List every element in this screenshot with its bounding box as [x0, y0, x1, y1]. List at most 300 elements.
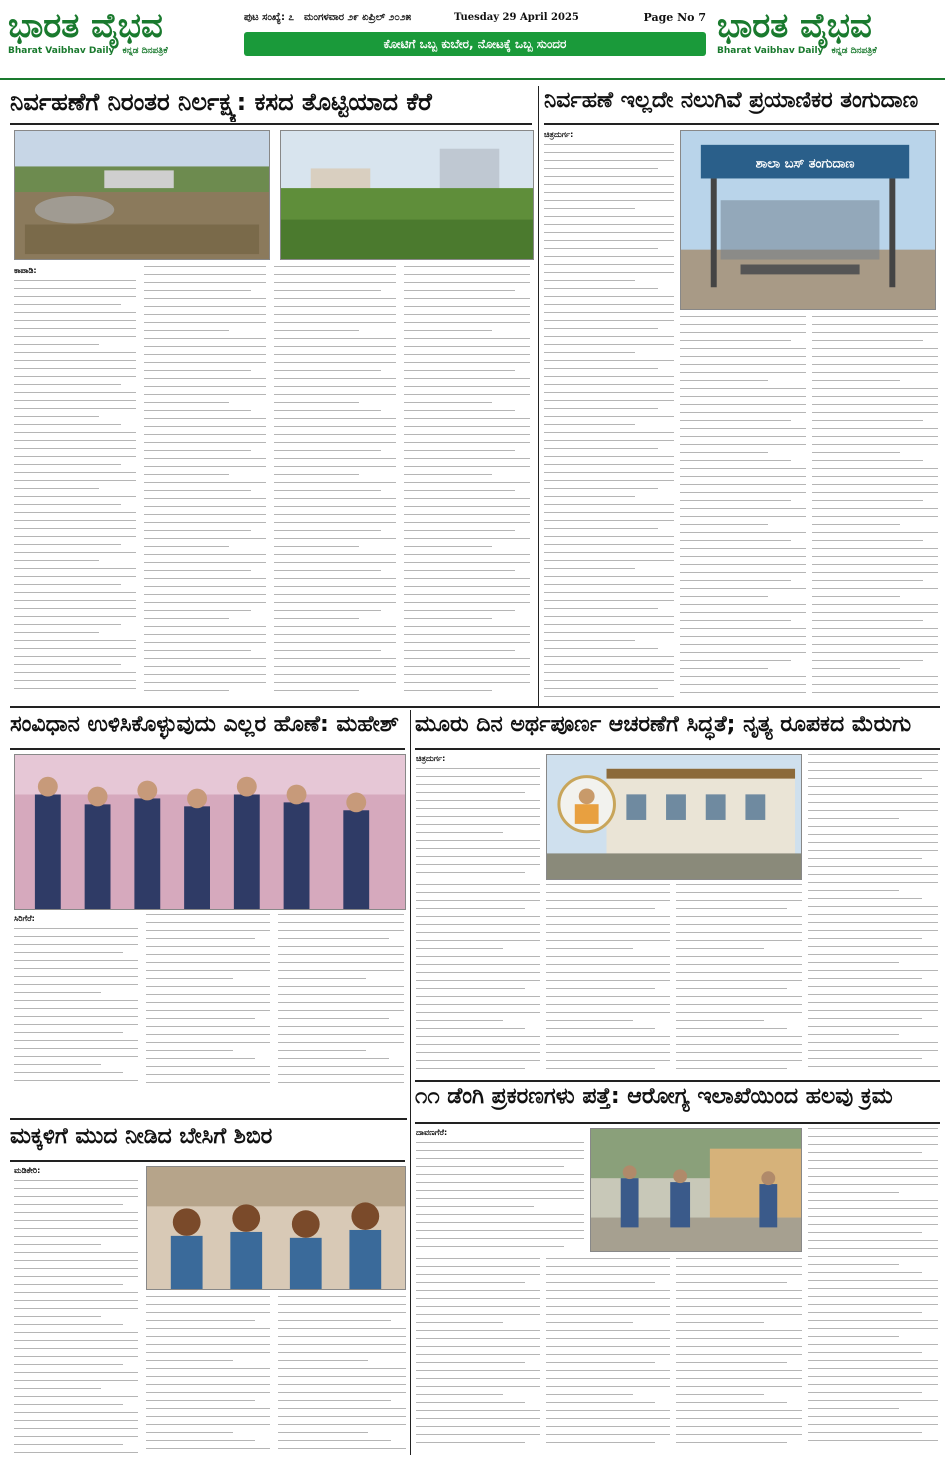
article-celebration-col5 — [676, 884, 802, 1080]
text-line — [14, 1040, 138, 1041]
text-line — [416, 832, 503, 833]
text-line — [812, 532, 938, 533]
text-line — [416, 1354, 540, 1355]
text-line — [680, 660, 791, 661]
headline-summer-camp: ಮಕ್ಕಳಿಗೆ ಮುದ ನೀಡಿದ ಬೇಸಿಗೆ ಶಿಬಿರ — [10, 1124, 273, 1149]
text-line — [544, 240, 674, 241]
text-line — [544, 464, 674, 465]
text-line — [546, 988, 655, 989]
section-rule — [544, 123, 939, 125]
text-line — [274, 386, 396, 387]
text-line — [146, 1042, 270, 1043]
text-line — [146, 1082, 270, 1083]
text-line — [14, 1080, 138, 1081]
text-line — [808, 1240, 938, 1241]
text-line — [808, 986, 938, 987]
text-line — [404, 650, 515, 651]
text-line — [14, 552, 136, 553]
text-line — [14, 928, 138, 929]
text-line — [146, 1376, 270, 1377]
text-line — [416, 964, 540, 965]
text-line — [812, 572, 938, 573]
text-line — [812, 452, 900, 453]
text-line — [14, 1268, 138, 1269]
text-line — [808, 1424, 938, 1425]
text-line — [14, 1064, 101, 1065]
headline-lake-neglect: ನಿರ್ವಹಣೆಗೆ ನಿರಂತರ ನಿರ್ಲಕ್ಷ್ಯ: ಕಸದ ತೊಟ್ಟಿಯಾದ ಕೆರೆ — [10, 88, 432, 116]
text-line — [274, 394, 396, 395]
text-line — [544, 200, 674, 201]
text-line — [14, 1404, 123, 1405]
text-line — [274, 674, 396, 675]
text-line — [278, 1424, 406, 1425]
text-line — [676, 980, 802, 981]
text-line — [808, 778, 922, 779]
text-line — [546, 1282, 655, 1283]
text-line — [404, 378, 530, 379]
text-line — [680, 644, 806, 645]
text-line — [544, 176, 674, 177]
text-line — [808, 1018, 922, 1019]
text-line — [146, 1034, 270, 1035]
text-line — [278, 1304, 406, 1305]
text-line — [278, 1416, 406, 1417]
text-line — [274, 522, 396, 523]
text-line — [404, 362, 530, 363]
text-line — [144, 546, 229, 547]
text-line — [404, 674, 530, 675]
text-line — [404, 602, 530, 603]
text-line — [416, 1206, 534, 1207]
text-line — [680, 364, 806, 365]
text-line — [14, 1032, 123, 1033]
text-line — [676, 1362, 787, 1363]
text-line — [278, 1002, 404, 1003]
text-line — [676, 916, 802, 917]
text-line — [278, 1042, 404, 1043]
text-line — [676, 948, 764, 949]
newspaper-logo-left — [8, 6, 228, 72]
text-line — [404, 610, 515, 611]
text-line — [146, 1440, 255, 1441]
text-line — [14, 528, 136, 529]
text-line — [416, 800, 540, 801]
text-line — [544, 160, 674, 161]
text-line — [146, 1400, 255, 1401]
text-line — [544, 632, 674, 633]
text-line — [416, 1362, 525, 1363]
text-line — [274, 642, 396, 643]
text-line — [544, 208, 635, 209]
headline-dengue: ೧೧ ಡೆಂಗಿ ಪ್ರಕರಣಗಳು ಪತ್ತೆ: ಆರೋಗ್ಯ ಇಲಾಖೆಯಿಂದ ಹಲವು ಕ್ರಮ — [415, 1084, 893, 1109]
text-line — [808, 1296, 938, 1297]
text-line — [278, 986, 404, 987]
text-line — [144, 602, 266, 603]
text-line — [14, 1412, 138, 1413]
text-line — [544, 344, 674, 345]
text-line — [278, 930, 404, 931]
text-line — [416, 1214, 584, 1215]
text-line — [676, 1258, 802, 1259]
text-line — [14, 488, 99, 489]
text-line — [808, 762, 938, 763]
text-line — [404, 546, 492, 547]
text-line — [416, 864, 540, 865]
text-line — [416, 1442, 525, 1443]
text-line — [144, 594, 266, 595]
text-line — [416, 1044, 540, 1045]
text-line — [14, 632, 99, 633]
text-line — [146, 1408, 270, 1409]
section-rule — [10, 123, 532, 125]
text-line — [544, 224, 674, 225]
text-line — [416, 948, 503, 949]
text-line — [544, 480, 674, 481]
text-line — [676, 1330, 802, 1331]
text-line — [404, 554, 530, 555]
text-line — [544, 376, 674, 377]
text-line — [144, 426, 266, 427]
text-line — [680, 588, 806, 589]
text-line — [680, 668, 768, 669]
text-line — [808, 1352, 922, 1353]
text-line — [680, 476, 806, 477]
text-line — [144, 650, 251, 651]
text-line — [274, 666, 396, 667]
text-line — [544, 488, 658, 489]
article-camp-col3 — [278, 1296, 406, 1456]
text-line — [14, 1024, 138, 1025]
text-line — [278, 994, 404, 995]
text-line — [144, 410, 251, 411]
text-line — [676, 1274, 802, 1275]
text-line — [808, 1360, 938, 1361]
text-line — [808, 1208, 938, 1209]
text-line — [808, 858, 922, 859]
text-line — [544, 168, 658, 169]
text-line — [416, 1266, 540, 1267]
text-line — [680, 452, 768, 453]
text-line — [812, 420, 923, 421]
text-line — [14, 984, 138, 985]
text-line — [14, 592, 136, 593]
text-line — [404, 498, 530, 499]
text-line — [680, 420, 791, 421]
text-line — [278, 1368, 406, 1369]
text-line — [144, 690, 229, 691]
text-line — [14, 568, 136, 569]
text-line — [544, 688, 658, 689]
text-line — [546, 1036, 670, 1037]
article-lake-col1 — [14, 266, 136, 704]
text-line — [680, 396, 806, 397]
article-lake-col4 — [404, 266, 530, 704]
text-line — [404, 354, 530, 355]
text-line — [404, 426, 530, 427]
text-line — [808, 1432, 922, 1433]
text-line — [404, 274, 530, 275]
text-line — [144, 530, 251, 531]
text-line — [808, 1152, 922, 1153]
newspaper-logo-right — [717, 6, 937, 72]
text-line — [812, 388, 938, 389]
text-line — [416, 1386, 540, 1387]
text-line — [544, 368, 658, 369]
text-line — [808, 1304, 938, 1305]
text-line — [404, 634, 530, 635]
text-line — [808, 1320, 938, 1321]
text-line — [14, 1244, 101, 1245]
text-line — [544, 496, 635, 497]
text-line — [676, 1068, 787, 1069]
text-line — [404, 394, 530, 395]
text-line — [676, 1386, 802, 1387]
text-line — [404, 402, 492, 403]
text-line — [812, 556, 938, 557]
text-line — [14, 1348, 138, 1349]
text-line — [144, 538, 266, 539]
text-line — [274, 594, 396, 595]
text-line — [808, 1368, 938, 1369]
text-line — [144, 490, 251, 491]
text-line — [808, 922, 938, 923]
text-line — [812, 340, 923, 341]
text-line — [808, 786, 938, 787]
text-line — [14, 520, 136, 521]
text-line — [812, 396, 938, 397]
text-line — [416, 1182, 584, 1183]
text-line — [14, 648, 136, 649]
text-line — [278, 922, 404, 923]
text-line — [416, 916, 540, 917]
column-divider — [538, 86, 539, 706]
text-line — [676, 1028, 787, 1029]
text-line — [144, 378, 266, 379]
text-line — [274, 266, 396, 267]
text-line — [144, 466, 266, 467]
text-line — [808, 1042, 938, 1043]
article-bus-col3 — [812, 316, 938, 700]
text-line — [278, 1018, 389, 1019]
text-line — [14, 1252, 138, 1253]
section-rule — [415, 748, 940, 750]
text-line — [278, 1384, 406, 1385]
text-line — [544, 592, 674, 593]
text-line — [546, 1004, 670, 1005]
article-lake-col3 — [274, 266, 396, 704]
text-line — [146, 1074, 270, 1075]
text-line — [144, 674, 266, 675]
text-line — [680, 372, 806, 373]
text-line — [274, 330, 359, 331]
text-line — [808, 970, 938, 971]
text-line — [274, 450, 381, 451]
text-line — [146, 954, 270, 955]
text-line — [404, 642, 530, 643]
text-line — [14, 640, 136, 641]
text-line — [14, 464, 121, 465]
text-line — [274, 650, 381, 651]
shelter-sign-text: ಶಾಲಾ ಬಸ್ ತಂಗುದಾಣ — [755, 156, 855, 172]
text-line — [404, 570, 515, 571]
text-line — [14, 472, 136, 473]
text-line — [144, 322, 266, 323]
text-line — [404, 314, 530, 315]
text-line — [144, 658, 266, 659]
text-line — [812, 364, 938, 365]
text-line — [546, 1274, 670, 1275]
text-line — [546, 1442, 655, 1443]
article-constitution-col1 — [14, 914, 138, 1086]
text-line — [808, 938, 922, 939]
text-line — [14, 1056, 138, 1057]
text-line — [274, 418, 396, 419]
text-line — [404, 458, 530, 459]
text-line — [144, 386, 266, 387]
text-line — [546, 1068, 655, 1069]
text-line — [416, 1346, 540, 1347]
text-line — [274, 378, 396, 379]
text-line — [278, 1320, 391, 1321]
text-line — [278, 1328, 406, 1329]
text-line — [544, 696, 674, 697]
text-line — [404, 266, 530, 267]
text-line — [14, 1452, 138, 1453]
text-line — [144, 554, 266, 555]
text-line — [676, 956, 802, 957]
text-line — [812, 436, 938, 437]
text-line — [544, 392, 674, 393]
text-line — [544, 512, 674, 513]
text-line — [14, 360, 136, 361]
text-line — [274, 442, 396, 443]
text-line — [14, 600, 136, 601]
text-line — [676, 1306, 802, 1307]
text-line — [404, 306, 530, 307]
text-line — [544, 472, 674, 473]
text-line — [544, 296, 674, 297]
text-line — [808, 1440, 938, 1441]
text-line — [144, 362, 266, 363]
text-line — [680, 596, 768, 597]
text-line — [14, 1340, 138, 1341]
text-line — [278, 1066, 404, 1067]
text-line — [812, 332, 938, 333]
text-line — [278, 1312, 406, 1313]
text-line — [146, 1010, 270, 1011]
text-line — [274, 370, 381, 371]
text-line — [146, 1050, 233, 1051]
text-line — [676, 1012, 802, 1013]
text-line — [144, 626, 266, 627]
text-line — [808, 1066, 938, 1067]
text-line — [404, 626, 530, 627]
text-line — [676, 988, 787, 989]
text-line — [146, 1066, 270, 1067]
text-line — [278, 1352, 406, 1353]
text-line — [404, 530, 515, 531]
text-line — [544, 360, 674, 361]
text-line — [14, 336, 136, 337]
text-line — [416, 1298, 540, 1299]
text-line — [14, 504, 121, 505]
text-line — [146, 1368, 270, 1369]
text-line — [808, 1312, 922, 1313]
text-line — [416, 1434, 540, 1435]
text-line — [546, 1020, 633, 1021]
text-line — [144, 498, 266, 499]
text-line — [676, 1314, 802, 1315]
photo-bus-shelter — [680, 130, 936, 310]
text-line — [416, 1060, 540, 1061]
text-line — [812, 540, 923, 541]
text-line — [14, 368, 136, 369]
text-line — [416, 1020, 503, 1021]
article-byline: ಸಿರಿಗೆರೆ: — [14, 914, 35, 923]
text-line — [546, 948, 633, 949]
text-line — [680, 684, 806, 685]
text-line — [404, 690, 492, 691]
text-line — [14, 432, 136, 433]
volume-number: ಪುಟ ಸಂಖ್ಯೆ: ೭ — [244, 11, 295, 23]
text-line — [416, 1418, 540, 1419]
text-line — [146, 1344, 270, 1345]
text-line — [14, 344, 99, 345]
text-line — [544, 192, 674, 193]
text-line — [146, 978, 233, 979]
text-line — [812, 460, 923, 461]
text-line — [546, 940, 670, 941]
text-line — [546, 1028, 655, 1029]
text-line — [680, 540, 791, 541]
text-line — [546, 1306, 670, 1307]
text-line — [416, 1068, 525, 1069]
text-line — [546, 1354, 670, 1355]
text-line — [546, 1378, 670, 1379]
text-line — [416, 1402, 525, 1403]
text-line — [546, 916, 670, 917]
text-line — [544, 256, 674, 257]
text-line — [274, 314, 396, 315]
article-dengue-col3 — [416, 1258, 540, 1456]
text-line — [808, 1216, 938, 1217]
text-line — [146, 946, 270, 947]
text-line — [14, 1016, 138, 1017]
section-rule — [10, 1118, 407, 1120]
text-line — [544, 248, 658, 249]
text-line — [14, 280, 136, 281]
text-line — [680, 692, 806, 693]
text-line — [680, 612, 806, 613]
text-line — [144, 610, 251, 611]
text-line — [14, 1048, 138, 1049]
text-line — [274, 554, 396, 555]
text-line — [416, 1238, 584, 1239]
logo-name: ಭಾರತ ವೈಭವ — [717, 6, 872, 46]
text-line — [676, 1354, 802, 1355]
text-line — [680, 556, 806, 557]
text-line — [808, 1384, 938, 1385]
text-line — [404, 682, 530, 683]
text-line — [416, 1322, 503, 1323]
text-line — [676, 1346, 802, 1347]
text-line — [808, 1058, 922, 1059]
text-line — [416, 1282, 525, 1283]
text-line — [676, 900, 802, 901]
article-lake-col2 — [144, 266, 266, 704]
text-line — [144, 274, 266, 275]
text-line — [416, 1370, 540, 1371]
